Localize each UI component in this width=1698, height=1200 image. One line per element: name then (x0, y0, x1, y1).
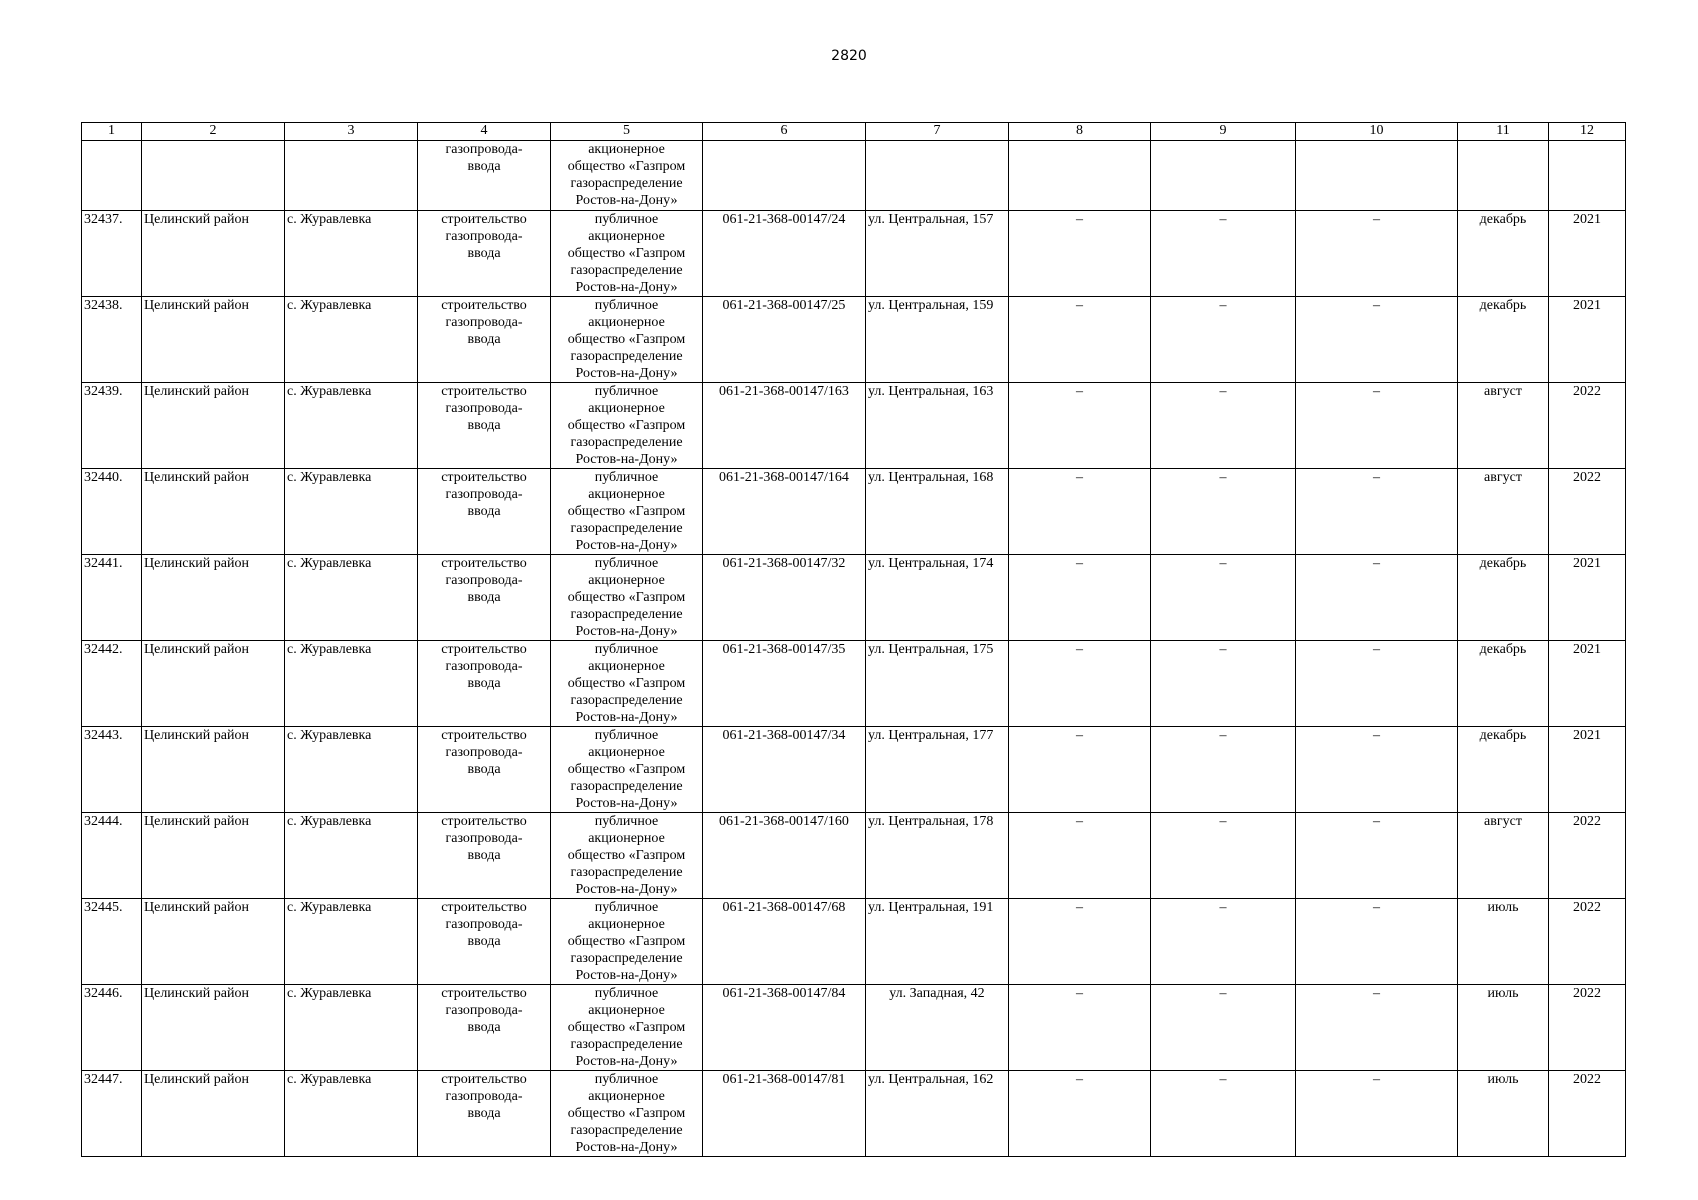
cell-col10: – (1296, 297, 1458, 383)
org-line: газораспределение (570, 607, 683, 622)
cell-address: ул. Центральная, 175 (866, 641, 1009, 727)
cell-col10: – (1296, 383, 1458, 469)
cell-organization (551, 1071, 703, 1157)
cell-col9: – (1151, 641, 1296, 727)
cell-address: ул. Центральная, 163 (866, 383, 1009, 469)
cell-col8: – (1009, 297, 1151, 383)
cell-num: 32445. (82, 899, 142, 985)
org-line: публичное (594, 384, 659, 399)
cell-num (82, 141, 142, 211)
work-line: ввода (467, 332, 501, 347)
cell-year: 2021 (1549, 555, 1626, 641)
cell-num: 32441. (82, 555, 142, 641)
work-line: строительство (441, 728, 527, 743)
org-line: публичное (594, 470, 659, 485)
cell-address: ул. Центральная, 168 (866, 469, 1009, 555)
cell-locality: с. Журавлевка (285, 813, 418, 899)
org-line: акционерное (588, 917, 665, 932)
cell-work-type (418, 727, 551, 813)
org-line: Ростов-на-Дону» (575, 366, 678, 381)
cell-col8 (1009, 141, 1151, 211)
org-line: Ростов-на-Дону» (575, 452, 678, 467)
column-header: 10 (1296, 123, 1458, 141)
cell-code (703, 141, 866, 211)
cell-locality: с. Журавлевка (285, 211, 418, 297)
work-line: газопровода- (445, 573, 523, 588)
column-header: 5 (551, 123, 703, 141)
cell-district (142, 141, 285, 211)
cell-col9: – (1151, 1071, 1296, 1157)
org-line: газораспределение (570, 1123, 683, 1138)
cell-code: 061-21-368-00147/35 (703, 641, 866, 727)
cell-district: Целинский район (142, 1071, 285, 1157)
org-line: общество «Газпром (567, 246, 686, 261)
org-line: общество «Газпром (567, 762, 686, 777)
work-line: строительство (441, 298, 527, 313)
cell-organization (551, 727, 703, 813)
cell-col10 (1296, 141, 1458, 211)
table-row (82, 1071, 1626, 1157)
work-line: ввода (467, 1020, 501, 1035)
cell-work-type (418, 211, 551, 297)
cell-num: 32442. (82, 641, 142, 727)
cell-month: декабрь (1458, 641, 1549, 727)
cell-code: 061-21-368-00147/25 (703, 297, 866, 383)
org-line: Ростов-на-Дону» (575, 1140, 678, 1155)
work-line: ввода (467, 590, 501, 605)
cell-organization (551, 469, 703, 555)
org-line: общество «Газпром (567, 848, 686, 863)
org-line: газораспределение (570, 435, 683, 450)
cell-district: Целинский район (142, 899, 285, 985)
org-line: общество «Газпром (567, 504, 686, 519)
org-line: газораспределение (570, 779, 683, 794)
column-header: 3 (285, 123, 418, 141)
work-line: газопровода- (445, 917, 523, 932)
cell-col10: – (1296, 555, 1458, 641)
table-row (82, 211, 1626, 297)
cell-organization (551, 211, 703, 297)
cell-code: 061-21-368-00147/32 (703, 555, 866, 641)
cell-locality (285, 141, 418, 211)
table-row (82, 297, 1626, 383)
org-line: газораспределение (570, 951, 683, 966)
cell-year (1549, 141, 1626, 211)
column-header: 2 (142, 123, 285, 141)
work-line: строительство (441, 986, 527, 1001)
org-line: Ростов-на-Дону» (575, 624, 678, 639)
cell-num: 32439. (82, 383, 142, 469)
column-header: 9 (1151, 123, 1296, 141)
cell-col8: – (1009, 813, 1151, 899)
cell-year: 2022 (1549, 469, 1626, 555)
org-line: Ростов-на-Дону» (575, 710, 678, 725)
work-line: газопровода- (445, 1089, 523, 1104)
cell-organization (551, 297, 703, 383)
cell-organization (551, 555, 703, 641)
org-line: публичное (594, 1072, 659, 1087)
cell-col8: – (1009, 469, 1151, 555)
cell-year: 2022 (1549, 899, 1626, 985)
cell-locality: с. Журавлевка (285, 899, 418, 985)
cell-col9: – (1151, 985, 1296, 1071)
cell-address: ул. Центральная, 177 (866, 727, 1009, 813)
work-line: газопровода- (445, 401, 523, 416)
cell-organization (551, 985, 703, 1071)
work-line: газопровода- (445, 831, 523, 846)
org-line: газораспределение (570, 176, 683, 191)
org-line: общество «Газпром (567, 676, 686, 691)
org-line: акционерное (588, 831, 665, 846)
cell-district: Целинский район (142, 641, 285, 727)
cell-address: ул. Центральная, 178 (866, 813, 1009, 899)
org-line: публичное (594, 986, 659, 1001)
cell-district: Целинский район (142, 985, 285, 1071)
org-line: общество «Газпром (567, 1106, 686, 1121)
work-line: газопровода- (445, 142, 523, 157)
cell-organization (551, 641, 703, 727)
org-line: акционерное (588, 401, 665, 416)
column-header: 7 (866, 123, 1009, 141)
cell-locality: с. Журавлевка (285, 469, 418, 555)
work-line: строительство (441, 814, 527, 829)
cell-district: Целинский район (142, 727, 285, 813)
cell-code: 061-21-368-00147/24 (703, 211, 866, 297)
cell-address: ул. Центральная, 159 (866, 297, 1009, 383)
work-line: строительство (441, 384, 527, 399)
org-line: газораспределение (570, 263, 683, 278)
org-line: акционерное (588, 745, 665, 760)
org-line: акционерное (588, 487, 665, 502)
cell-address: ул. Центральная, 157 (866, 211, 1009, 297)
work-line: строительство (441, 212, 527, 227)
org-line: общество «Газпром (567, 590, 686, 605)
work-line: ввода (467, 159, 501, 174)
org-line: публичное (594, 900, 659, 915)
work-line: ввода (467, 418, 501, 433)
work-line: ввода (467, 676, 501, 691)
cell-district: Целинский район (142, 297, 285, 383)
org-line: акционерное (588, 1089, 665, 1104)
column-number-row (82, 123, 1626, 141)
org-line: Ростов-на-Дону» (575, 968, 678, 983)
org-line: акционерное (588, 229, 665, 244)
table-row (82, 555, 1626, 641)
cell-district: Целинский район (142, 813, 285, 899)
cell-work-type (418, 555, 551, 641)
cell-col8: – (1009, 727, 1151, 813)
org-line: акционерное (588, 659, 665, 674)
cell-col9 (1151, 141, 1296, 211)
cell-work-type (418, 141, 551, 211)
work-line: ввода (467, 1106, 501, 1121)
cell-month: декабрь (1458, 555, 1549, 641)
cell-district: Целинский район (142, 469, 285, 555)
work-line: строительство (441, 470, 527, 485)
org-line: публичное (594, 642, 659, 657)
cell-code: 061-21-368-00147/163 (703, 383, 866, 469)
work-line: газопровода- (445, 315, 523, 330)
cell-work-type (418, 641, 551, 727)
cell-address: ул. Центральная, 162 (866, 1071, 1009, 1157)
cell-year: 2022 (1549, 1071, 1626, 1157)
cell-code: 061-21-368-00147/81 (703, 1071, 866, 1157)
cell-work-type (418, 813, 551, 899)
org-line: Ростов-на-Дону» (575, 1054, 678, 1069)
org-line: Ростов-на-Дону» (575, 193, 678, 208)
cell-num: 32444. (82, 813, 142, 899)
org-line: Ростов-на-Дону» (575, 280, 678, 295)
org-line: Ростов-на-Дону» (575, 882, 678, 897)
cell-col9: – (1151, 469, 1296, 555)
org-line: общество «Газпром (567, 1020, 686, 1035)
cell-num: 32438. (82, 297, 142, 383)
column-header: 4 (418, 123, 551, 141)
cell-col10: – (1296, 813, 1458, 899)
cell-col9: – (1151, 297, 1296, 383)
work-line: ввода (467, 848, 501, 863)
cell-num: 32443. (82, 727, 142, 813)
work-line: ввода (467, 504, 501, 519)
org-line: публичное (594, 728, 659, 743)
column-header: 6 (703, 123, 866, 141)
org-line: акционерное (588, 1003, 665, 1018)
cell-col9: – (1151, 211, 1296, 297)
column-header: 8 (1009, 123, 1151, 141)
cell-col10: – (1296, 727, 1458, 813)
table-row (82, 727, 1626, 813)
cell-col10: – (1296, 1071, 1458, 1157)
cell-month: декабрь (1458, 727, 1549, 813)
cell-col8: – (1009, 555, 1151, 641)
cell-month (1458, 141, 1549, 211)
org-line: акционерное (588, 142, 665, 157)
cell-district: Целинский район (142, 211, 285, 297)
cell-year: 2021 (1549, 297, 1626, 383)
work-line: газопровода- (445, 487, 523, 502)
cell-col10: – (1296, 641, 1458, 727)
table-row (82, 813, 1626, 899)
cell-month: август (1458, 469, 1549, 555)
cell-month: декабрь (1458, 211, 1549, 297)
work-line: газопровода- (445, 1003, 523, 1018)
registry-table (81, 122, 1626, 1157)
cell-col8: – (1009, 985, 1151, 1071)
cell-col8: – (1009, 383, 1151, 469)
cell-col9: – (1151, 383, 1296, 469)
org-line: общество «Газпром (567, 332, 686, 347)
work-line: ввода (467, 246, 501, 261)
table-row (82, 641, 1626, 727)
cell-year: 2022 (1549, 813, 1626, 899)
cell-col9: – (1151, 727, 1296, 813)
cell-num: 32440. (82, 469, 142, 555)
cell-month: август (1458, 813, 1549, 899)
continuation-row (82, 141, 1626, 211)
cell-month: июль (1458, 985, 1549, 1071)
org-line: публичное (594, 298, 659, 313)
org-line: публичное (594, 212, 659, 227)
cell-col10: – (1296, 469, 1458, 555)
cell-organization (551, 141, 703, 211)
cell-num: 32447. (82, 1071, 142, 1157)
cell-address: ул. Западная, 42 (866, 985, 1009, 1071)
cell-address: ул. Центральная, 191 (866, 899, 1009, 985)
cell-col10: – (1296, 899, 1458, 985)
cell-code: 061-21-368-00147/160 (703, 813, 866, 899)
org-line: газораспределение (570, 693, 683, 708)
cell-work-type (418, 1071, 551, 1157)
cell-year: 2022 (1549, 985, 1626, 1071)
table-row (82, 985, 1626, 1071)
cell-col9: – (1151, 555, 1296, 641)
work-line: строительство (441, 642, 527, 657)
cell-code: 061-21-368-00147/68 (703, 899, 866, 985)
work-line: строительство (441, 1072, 527, 1087)
cell-address: ул. Центральная, 174 (866, 555, 1009, 641)
org-line: публичное (594, 814, 659, 829)
work-line: газопровода- (445, 659, 523, 674)
cell-address (866, 141, 1009, 211)
cell-district: Целинский район (142, 383, 285, 469)
table-row (82, 899, 1626, 985)
org-line: газораспределение (570, 349, 683, 364)
org-line: общество «Газпром (567, 934, 686, 949)
cell-year: 2021 (1549, 727, 1626, 813)
table-header (82, 123, 1626, 141)
org-line: акционерное (588, 315, 665, 330)
cell-code: 061-21-368-00147/164 (703, 469, 866, 555)
work-line: строительство (441, 900, 527, 915)
org-line: публичное (594, 556, 659, 571)
cell-work-type (418, 985, 551, 1071)
table-row (82, 469, 1626, 555)
cell-locality: с. Журавлевка (285, 1071, 418, 1157)
org-line: общество «Газпром (567, 159, 686, 174)
table-body (82, 141, 1626, 1157)
cell-month: август (1458, 383, 1549, 469)
cell-col9: – (1151, 899, 1296, 985)
cell-year: 2021 (1549, 211, 1626, 297)
org-line: газораспределение (570, 521, 683, 536)
cell-district: Целинский район (142, 555, 285, 641)
cell-col9: – (1151, 813, 1296, 899)
cell-month: декабрь (1458, 297, 1549, 383)
cell-work-type (418, 899, 551, 985)
cell-work-type (418, 469, 551, 555)
org-line: Ростов-на-Дону» (575, 538, 678, 553)
cell-col8: – (1009, 641, 1151, 727)
cell-organization (551, 899, 703, 985)
cell-work-type (418, 383, 551, 469)
cell-locality: с. Журавлевка (285, 297, 418, 383)
column-header: 1 (82, 123, 142, 141)
page-number: 2820 (831, 48, 867, 64)
cell-locality: с. Журавлевка (285, 641, 418, 727)
cell-organization (551, 383, 703, 469)
cell-year: 2021 (1549, 641, 1626, 727)
org-line: акционерное (588, 573, 665, 588)
cell-code: 061-21-368-00147/84 (703, 985, 866, 1071)
cell-col10: – (1296, 985, 1458, 1071)
cell-code: 061-21-368-00147/34 (703, 727, 866, 813)
org-line: газораспределение (570, 865, 683, 880)
cell-col8: – (1009, 211, 1151, 297)
work-line: ввода (467, 934, 501, 949)
cell-month: июль (1458, 1071, 1549, 1157)
cell-locality: с. Журавлевка (285, 727, 418, 813)
cell-year: 2022 (1549, 383, 1626, 469)
org-line: общество «Газпром (567, 418, 686, 433)
cell-locality: с. Журавлевка (285, 555, 418, 641)
work-line: ввода (467, 762, 501, 777)
cell-locality: с. Журавлевка (285, 985, 418, 1071)
cell-locality: с. Журавлевка (285, 383, 418, 469)
work-line: газопровода- (445, 229, 523, 244)
cell-num: 32437. (82, 211, 142, 297)
org-line: Ростов-на-Дону» (575, 796, 678, 811)
column-header: 12 (1549, 123, 1626, 141)
cell-month: июль (1458, 899, 1549, 985)
org-line: газораспределение (570, 1037, 683, 1052)
work-line: газопровода- (445, 745, 523, 760)
cell-col8: – (1009, 1071, 1151, 1157)
cell-col10: – (1296, 211, 1458, 297)
work-line: строительство (441, 556, 527, 571)
cell-organization (551, 813, 703, 899)
column-header: 11 (1458, 123, 1549, 141)
cell-work-type (418, 297, 551, 383)
cell-num: 32446. (82, 985, 142, 1071)
cell-col8: – (1009, 899, 1151, 985)
table-row (82, 383, 1626, 469)
